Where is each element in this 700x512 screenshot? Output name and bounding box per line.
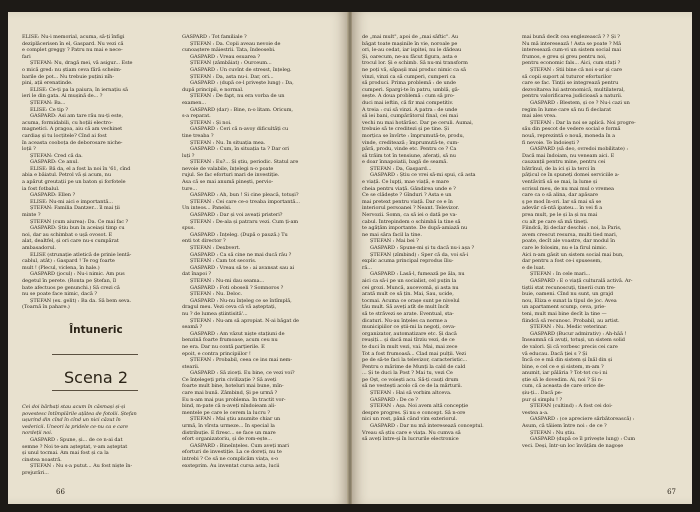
text-line: o mică gred: nu știam ceva fără scheim-	[22, 66, 122, 73]
text-line: și unul tocmai. Am mai fost și ca la	[22, 450, 109, 457]
text-line: ia fost fotbalul.	[22, 185, 60, 192]
text-line: GASPARD : E o viață culturală activă. Ar-	[530, 277, 633, 284]
text-line: tiștii stat recunoscuți, tinerii cum tre-	[522, 284, 616, 291]
text-line: GASPARD : Spune, și... de ce n-ai dat	[30, 436, 123, 443]
text-line: care ca o să alina, dar apăsare	[522, 192, 599, 199]
text-line: tocmai. Acuma ce orașe sunt pe nivelul	[362, 297, 460, 304]
text-line: alat, dealtfel, și ori care nu-s cumpărat	[22, 238, 119, 245]
text-line: cardiaș și tu locțitele? Cînd ai fost	[22, 132, 107, 139]
text-line: ȘTEFAN : Nu s-a putut... Au fost niște în-	[30, 463, 133, 470]
text-line: GASPARD : Ceri că n-avoy dificultăți cu	[190, 126, 289, 133]
text-line: știe să le dovedim. Ai, noi ? Și n-	[522, 376, 603, 383]
text-line: în aceasta cooboța de deborosare niche-	[22, 139, 123, 146]
text-line: pără, produ, vinde etc. Pentru ce ? Ca	[362, 146, 457, 153]
text-line: cabul. Întrepindem o schimbă la tine să	[362, 218, 461, 225]
text-line: dat înapoi ?	[182, 271, 212, 278]
text-line: e doar înnapoiatii, bagă de seamă.	[362, 159, 448, 166]
text-line: dicaturi. Nu-au înțeles ca norme a	[362, 317, 448, 324]
text-line: GASPARD : Să ziceți. Eu bine, ce vezi voi?	[190, 370, 295, 377]
text-line: ELISE: Nu-i memorial, acuma, să-ți înfigi	[22, 34, 125, 40]
text-line: ȘTEFAN : Nu-mi dau seama...	[190, 277, 265, 284]
text-line: cu alt pe care să mă tineți.	[522, 218, 589, 225]
text-line: adevăr că-ntă ipateu... în vei fi a	[522, 205, 603, 212]
text-line: ELISE (strunație atletică de prinie lentă-	[30, 251, 132, 258]
text-line: Cei doi bărbați stau acum în căsmași și-și	[22, 404, 126, 410]
text-line: ȘTEFAN : Da, asta nu-i. Dar, ori...	[190, 73, 274, 80]
text-line: ... Și te duci la Post ? Mai tu, vezi Ce	[362, 370, 453, 377]
text-line: ȘTEFAN : Cei care ce-o treaba importantă...	[190, 198, 300, 205]
text-line: GASPARD : Am văzut niște stațiuni de	[190, 330, 285, 337]
text-line: ELISE: Ce tip ?	[30, 106, 68, 113]
text-line: ȘTEFAN : Da, Gaspard...	[370, 165, 432, 172]
text-line: vă educau. Dacă ției s ? Și	[522, 350, 588, 357]
text-line: ȘTEFAN : Dexbvert.	[190, 245, 241, 251]
text-line: ȘTEFAN (cum aiurea): Da. Ce mai fac ?	[30, 218, 129, 225]
text-line: nordeții noi.	[22, 430, 53, 437]
text-line: care mai bună. Zâmbind, Și pe urmă ?	[182, 390, 278, 397]
text-line: efort organizatoriu, și de rom-ește...	[182, 436, 272, 443]
text-line: GASPARD : Foti oboseli ? Somnoros ?	[190, 284, 284, 291]
text-line: benzină foarte frumoase, acum ceu nu	[182, 337, 278, 344]
text-line: frumos, e greu și greu pentru noi,	[522, 53, 607, 60]
text-line: mai pretext pentru viață. Dar ce e în	[362, 198, 453, 205]
text-line: te duci în mult vezi, vai. Mai, mai zece	[362, 343, 458, 350]
text-line: ȘTEFAN : In cele mari...	[530, 271, 591, 278]
text-line: s-a reparat.	[182, 113, 211, 120]
text-line: deziplăcerisen în el, Gaspard. Nu vezi că	[22, 40, 124, 47]
text-line: povestesc întîmplările ațâtea de fotolii. Ștefan	[22, 410, 137, 417]
text-line: Încă ce e mă din sistem și înăl din și	[522, 357, 613, 364]
right-column-2	[522, 34, 670, 449]
text-line: minte ?	[22, 212, 41, 219]
text-line: intrebi ? Ce să ne complicăm viața, s-o	[182, 456, 279, 462]
text-line: ventăviră să se mai, la lume și	[522, 179, 598, 186]
text-line: bate afectuos pe genunchi.) Să crezi că	[22, 284, 120, 291]
text-line: să iei bani, cumpărătorul final, cei mai	[362, 113, 458, 120]
text-line: seamă ?	[182, 324, 203, 331]
text-line: Nervozii. Somn, ca să iei o dată pe va-	[362, 212, 458, 219]
text-line: bătrînul, de la ici și la terci în	[522, 165, 596, 172]
text-line: ne poți vă, săpașii mai produc nimic ca să	[362, 66, 466, 73]
text-line: nu ? de lumea știintisită'...	[182, 310, 248, 317]
text-line: Tot a fost frumoasă... Clad mai pulții. Vezi	[362, 350, 466, 357]
text-line: ȘTEFAN : Eu?... Și știu, periodic. Statul are	[190, 159, 299, 166]
text-line: epoit, e contra principiilor !	[182, 350, 251, 357]
text-line: GASPARD : Știu ce vrei să-mi spui, că asta	[370, 172, 476, 179]
text-line: GASPARD (jocul) : Nu-i nimic. Am pus	[30, 271, 125, 278]
text-line: tine treaba ?	[182, 132, 214, 139]
text-line: abia e băiatul. Petrol vă și acum, nu	[22, 172, 112, 179]
text-line: aici ca să-i pe un socialist, cel puțin la	[362, 277, 457, 284]
scene-transition-heading: Întuneric	[69, 324, 123, 336]
text-line: interiorul persoanei ? Neant. Televizor.	[362, 205, 460, 212]
text-line: interesează cum-vi un sistem social mai	[522, 47, 621, 54]
text-line: anumit, iar pălăria ? Tot-tot cu-i ni	[522, 370, 608, 377]
text-line: GASPARD (dar) : Bine, n-o litam. Oricum,	[190, 106, 293, 113]
text-line: distribuție. E firesc... se face un mare	[182, 429, 276, 436]
text-line: ȘTEFAN : Nu. Deloc.	[190, 291, 243, 298]
text-line: să ne vestești acolo că ce de la mărturii.	[362, 383, 463, 390]
text-line: ȘTEFAN : Nu. Medic veterinar.	[530, 324, 608, 331]
text-line: ȘTEFAN : Dar la noi se aplică. Noi progre-	[530, 119, 636, 126]
divider	[52, 390, 138, 391]
text-line: exsteprim. Au inventat cursa asta, lucii	[182, 462, 280, 469]
text-line: vinzi, vinzi ca să cumperi, cumperi ca	[362, 73, 456, 80]
text-line: GASPARD : Ah, bun ! Si cine pleacă, totuși?	[190, 192, 299, 199]
text-line: ȘTEFAN (zâmbăiat) : Ourceum...	[190, 60, 272, 67]
text-line: nici un rost, până când vim exteriorul.	[362, 416, 458, 423]
text-line: GASPARD : Înțeleg. (După o pauză.) Tu	[190, 231, 288, 238]
text-line: examen...	[182, 99, 206, 106]
text-line: GASPARD : Bineînțeles. Cum aveți mari	[190, 442, 289, 449]
left-page	[8, 12, 348, 504]
text-line: ELISE: Nu-mi aici e importantă...	[30, 198, 113, 205]
text-line: său din pescot de vedere social e formă	[522, 126, 621, 133]
text-line: cum, că aceasta de care orice de-	[522, 383, 606, 390]
text-line: de „mai mult", apoi de „mai săftic". Au	[362, 34, 459, 40]
text-line: urmă, în vîrsta urmeze... În special la	[182, 423, 275, 430]
text-line: să copii suport al tuturor eforturilor	[522, 73, 612, 80]
text-line: noi, dar au schimbat o ușă ovosot. E	[22, 231, 113, 238]
text-line: bind, m-pate că n-aveți nîndoieam ali-	[182, 403, 276, 410]
text-line: să produci. Prima problemă : de unde	[362, 80, 456, 87]
text-line: e viață. Ce lupți, mae viață, e mare	[362, 179, 449, 186]
text-line: ȘTEFAN : De fapt, nu era vorba de un	[190, 93, 285, 100]
text-line: Înseamnă că avuți, totuși, un sistem solid	[522, 337, 625, 344]
text-line: sește. A doua problemă : cum să pro-	[362, 93, 455, 100]
text-line: ȘTEFAN (zîmbind) : Sper că da, voi să-i	[370, 251, 469, 258]
text-line: nevoie de valabile, înțelegi n-o poate	[182, 165, 274, 172]
text-line: GASPARD : Dar și voi aveați pristeri?	[190, 212, 283, 219]
text-line: pentru economic fals... Aici, cum stați ?	[522, 60, 621, 67]
text-line: mult ! (Plecul, viclena, în hale.)	[22, 264, 100, 271]
text-line: organizator, automatizare etc. Și dacă	[362, 330, 457, 337]
text-line: GASPARD (după ce îl privește lung) : Cum	[530, 436, 636, 443]
text-line: după principii, e normal.	[182, 86, 244, 93]
text-line: Vreau să știu care e viața. Nu cumva să	[362, 429, 461, 436]
text-line: de valori. Și că vorbesc precis cei care	[522, 343, 618, 350]
right-column-1	[362, 34, 510, 443]
text-line: cheia pentru viață. Gândirea unde e ?	[362, 185, 456, 192]
text-line: GASPARD: Știu bun în aceiași timp cu	[30, 225, 125, 232]
text-line: GASPARD : Ca să cine ne mai ducă rău ?	[190, 251, 292, 258]
text-line: Pentru o mărime de Munți la cald de cald	[362, 363, 466, 370]
text-line: ȘTEFAN: Ba...	[30, 99, 66, 106]
text-line: cauzanții pentru mine, pentru cei	[522, 159, 606, 166]
text-line: mentele pe care le cerem la lucru ?	[182, 409, 271, 416]
text-line: duci mai ieftin, că fir mai competitiv.	[362, 99, 454, 106]
text-line: A treia : cui să vinzi. A patra : de unde	[362, 106, 458, 113]
text-line: ș pe mod în-ori. Iar să mai să se	[522, 198, 602, 205]
text-line: GASPARD (să deo, ovredoi mobilitate) :	[530, 146, 628, 153]
text-line: e de luat.	[522, 264, 546, 271]
text-line: GASPARD : Vreau să te : ai avansat sau ai	[190, 264, 295, 271]
text-line: semne ? Noi te-am așteptat, v-am așteptat	[22, 443, 128, 450]
text-line: GASPARD : Cum, în situația ta ? Dar ori	[190, 146, 289, 153]
text-line: ȘTEFAN : Cam tot secoris.	[190, 258, 257, 265]
text-line: municipiilor ce știi-mi la negoți, ceva-	[362, 324, 456, 331]
text-line: vestea a-a.	[522, 409, 549, 416]
text-line: ne era. Dar nu contă parțierile. E	[182, 343, 265, 350]
text-line: pe de să-te faci la televizor, caracteristic...	[362, 357, 468, 364]
text-line: ȘTEFAN: Familia Dantzer... îl mai ții	[30, 205, 120, 212]
text-line: stearii.	[182, 363, 200, 370]
text-line: Și, oarecum, ne-au făcut figura, asta e	[362, 53, 458, 60]
text-line: rujul. Se fac eforturi mari de investiție.	[182, 172, 280, 179]
text-line: a apărut greutații pe un baton și forfotele	[22, 179, 126, 186]
text-line: dar pentru a fost ce-i spusesem,	[522, 258, 602, 265]
text-line: ȘTEFAN (ex. gelit) : Ba da. Să bem seva.	[30, 297, 132, 304]
text-line: vinde, creditează ; împrumută-te, cum-	[362, 139, 459, 146]
left-column-2	[182, 34, 330, 469]
text-line: șiu-ți... Dacă pe-	[522, 390, 563, 397]
text-line: ȘTEFAN : Mai știu anumite chiar un	[190, 416, 281, 423]
text-line: fi nevoie. Te îndoiești ?	[522, 139, 580, 146]
text-line: GASPARD : De ce ?	[370, 396, 418, 403]
text-line: ne mai săra facil la tine.	[362, 231, 422, 238]
text-line: pur și simplu ! ?	[522, 396, 563, 403]
text-line: prejurări...	[22, 469, 49, 476]
text-line: ȘTEFAN (cultind) : A fost cei doi-	[530, 403, 613, 410]
text-line: buie, oameni. Cînd nu sunt, un grajd	[522, 291, 614, 298]
text-line: Dacă mai îndoiam, nu veneam aici. E	[522, 152, 615, 159]
text-line: degetul în perete. (Ronta pe Ștefan, îl	[22, 277, 116, 284]
text-line: nu se poate face nimic, dacă ?	[22, 291, 97, 298]
text-line: ȘTEFAN : Nu. În situația mea.	[190, 139, 266, 146]
text-line: Ce se clădește ? Gînduri ? Asta e un	[362, 192, 452, 199]
divider	[52, 354, 138, 355]
text-line: Ce înțelegeți prin civilizație ? Să aveți	[182, 376, 277, 383]
text-line: ȘTEFAN : Nu-am să apropiat. N-ai băgat de	[190, 317, 299, 324]
text-line: dragul meu. Vezi ceva că vă așteptați,	[182, 304, 277, 311]
text-line: foarte mult bine, hoteluri mai bune, mîn-	[182, 383, 284, 390]
scene-text	[22, 404, 170, 477]
text-line: Nu mă interesează ! Asta se poate ? Mă	[522, 40, 622, 47]
text-line: GASPARD: Ellen ?	[30, 192, 76, 199]
text-line: ȘTEFAN : Și noi.	[190, 119, 232, 126]
text-line: ȘTEFAN: Cred că da.	[30, 152, 83, 159]
text-line: Aici n-am găsit un sistem social mai bun,	[522, 251, 624, 258]
text-line: GASPARD : Un cuvînt de stresst, înțeleg.	[190, 66, 292, 73]
text-line: morțica se învîrte : împrumută-te, produ,	[362, 132, 465, 139]
page-number-right: 67	[667, 488, 676, 496]
text-line: băgat toate mașinile în vie, noroale pe	[362, 40, 458, 47]
text-line: scrisul meu, de nu mai mul o vremea	[522, 185, 614, 192]
text-line: ori, le-au cedat, iar ispitei, nu le dădeau	[362, 47, 462, 54]
text-line: trebuie să te creditezi și pe tine. Și	[362, 126, 449, 133]
text-line: ieri le din gata. Ai mușină de... ?	[22, 93, 103, 100]
text-line: GASPARD: Asi am tare rău nu-ți este,	[30, 113, 123, 120]
text-line: explic acuma principal reprodus îliu-	[362, 258, 454, 265]
text-line: ȘTEFAN : Nu știu.	[530, 429, 576, 436]
text-line: să te străvezi se arate. Eventual, sta-	[362, 310, 454, 317]
text-line: ELISE: Bă da, el a fost la noi în '61, cînd	[30, 165, 131, 172]
text-line: care le folosim, nu e la firul nimic.	[522, 245, 608, 251]
text-line: ȘTEFAN : Mai bei ?	[370, 238, 419, 245]
text-line: ȘTEFAN : Da. Copii aveau nevoie de	[190, 40, 281, 47]
scene-heading: Scena 2	[63, 368, 128, 387]
text-line: barile de pot... Nu trebuie puțini nîh-	[22, 73, 114, 80]
text-line: Un inteos... Panelsi.	[182, 205, 232, 212]
text-line: cinstea noastră.	[22, 456, 62, 463]
text-line: e complet greggy ? Patru nu mai e nece-	[22, 47, 123, 54]
text-line: regim în lume care să nu fi declarat	[522, 106, 612, 113]
text-line: trocul lor. Și e schimb. Să nu-mi transform	[362, 60, 468, 67]
text-line: eforturi de investiție. La ce doreți, nu te	[182, 449, 282, 456]
text-line: cunoaștere măiestrii. Tata, îndeosebi.	[182, 47, 276, 54]
text-line: prea mult, pe le și la și nu mai	[522, 212, 598, 219]
text-line: pe Oșt, ce voiești acu. Să-ți cauți drum	[362, 376, 459, 383]
text-line: GASPARD : Blestem, și ce ? Nu-i cazi un	[530, 99, 630, 106]
text-line: mai bună decît cea englezească ? ? Și ?	[522, 34, 620, 40]
text-line: ȘTEFAN: Nu, dragă mei, vă asigur... Este	[30, 60, 133, 67]
text-line: GASPARD : Tot familiale ?	[182, 34, 247, 40]
text-line: te agățăm importante. De după-amiază nu	[362, 225, 468, 232]
text-line: arată mult ce să țin. Mai, Sau, ucide,	[362, 291, 454, 298]
text-line: ră...	[362, 264, 372, 271]
text-line: ȘTEFAN : Hai să vorbim altceva.	[370, 390, 452, 397]
text-line: pățicul ce în spuneți domei serviciile a-	[522, 172, 620, 179]
text-line: fari	[22, 53, 31, 60]
text-line: (Toarnă în pahare.)	[22, 304, 70, 311]
text-line: ambasadorul.	[22, 245, 56, 251]
text-line: ȘTEFAN : De-ala și patraru vezi. Cum ți-am	[190, 218, 299, 225]
text-line: Eu n-am mai pus problema. În tractit vor-	[182, 396, 286, 403]
text-line: spus.	[182, 225, 195, 232]
text-line: vechi nu mai hotărăsc. Dar pe ceruli. Aumai,	[362, 119, 474, 126]
text-line: nouă, reprezintă o nouă, moneda în a	[522, 132, 616, 139]
text-line: GASPARD : Lasă-l, fumează pe ăla, nu	[370, 271, 465, 278]
text-line: pini, ații erenatinde.	[22, 80, 73, 87]
text-line: cablul, atât) : Gaspard ! Te rog foarte	[22, 258, 115, 265]
text-line: ELISE: Ce-ți pa la paiura, în iernațiu să	[30, 86, 128, 93]
text-line: reușiți... și dacă mai tîrziu vezi, de ce	[362, 337, 455, 344]
text-line: GASPARD : Dar nu mă interesează conceptul.	[370, 423, 484, 430]
text-line: enti tot director ?	[182, 238, 226, 245]
text-line: să aveți între-și în lucrurile electronice	[362, 436, 459, 443]
text-line: mai ales vrea.	[522, 113, 557, 120]
text-line: ȘTEFAN : Probabil, ceea ce ins mai nem-	[190, 357, 293, 364]
text-line: GASPARD: Ce anul.	[30, 159, 79, 166]
text-line: cei grozi. Muncă, aucevomă, și asta nu	[362, 284, 459, 291]
text-line: fiindcă să recunosc. Probabil, au artist.	[522, 317, 620, 324]
text-line: nou, Eliza e sunat la tipul de joc. Avea	[522, 297, 617, 304]
text-line: GASPARD : Nu-nu înțeleg ce se întîmplă,	[190, 297, 292, 304]
text-line: acuma, formidabili, cu hoțiii electro-	[22, 119, 113, 126]
text-line: ȘTEFAN : Așa. Noi avem altă concepție	[370, 403, 469, 410]
text-line: cumperi. Spargi-te în patru, umblă, gă-	[362, 86, 460, 93]
text-line: veci. Deși, într-un loc învățăm de nagoșe	[522, 442, 624, 449]
text-line: Asa că se mai anumă pinești, pervio-	[182, 179, 274, 186]
text-line: să trăim tot în tensiune, aferați, să nu	[362, 152, 456, 159]
text-line: un apartament scump, ceva, prie-	[522, 304, 606, 311]
text-line: luți ?	[182, 152, 195, 159]
right-page	[352, 12, 692, 504]
text-line: care se fac. Tinții se integrează pentru	[522, 80, 619, 87]
text-line: loții ?	[22, 146, 36, 153]
text-line: tău mult. Să aveți atît de mult încît	[362, 304, 449, 311]
text-line: despre progres. Și nu e concept. Să n-ore	[362, 409, 466, 416]
text-line: bine, e cel ce e și sistem, m-am ?	[522, 363, 604, 370]
text-line: ușurind din cînd în cînd un nici căzut în	[22, 417, 121, 424]
text-line: GASPARD : (după ce-l privește lung) : Da,	[190, 80, 294, 87]
text-line: teni, mult mai bine decît la tine —	[522, 310, 607, 317]
text-line: Fiindcă, îți declar deschis : noi, la Paris,	[522, 225, 622, 232]
text-line: poate, decît ale voastre, dar modul în	[522, 238, 615, 245]
page-number-left: 66	[56, 488, 65, 496]
text-line: GASPARD (Bucur admirativ) : Ah-hăă !	[530, 330, 627, 337]
text-line: avem crescut resursa, multi tied mari,	[522, 231, 618, 238]
text-line: GASPARD : (ce apreciere sărbătorească) :	[530, 416, 635, 423]
text-line: Asum, că tăiiem între noi : de ce ?	[522, 423, 607, 430]
text-line: GASPARD : Spune-mi și tu dacă nu-i așa ?	[370, 245, 475, 251]
text-line: dezvoltarea lui astronomică, multilateral,	[522, 86, 625, 93]
text-line: ture...	[182, 185, 197, 192]
text-line: pentru valorificarea judicioasă a naturii.	[522, 93, 623, 100]
text-line: vedericii. Uneori la pridele ce-nu ca e care	[22, 423, 129, 430]
text-line: ȘTEFAN : Stii bine că noi s-ar și care	[530, 66, 623, 73]
text-line: GASPARD : Vreau esuarea ?	[190, 53, 261, 60]
text-line: magnetici. A pragoa, aiu că am vechinet	[22, 126, 123, 133]
left-column-1	[22, 34, 170, 311]
